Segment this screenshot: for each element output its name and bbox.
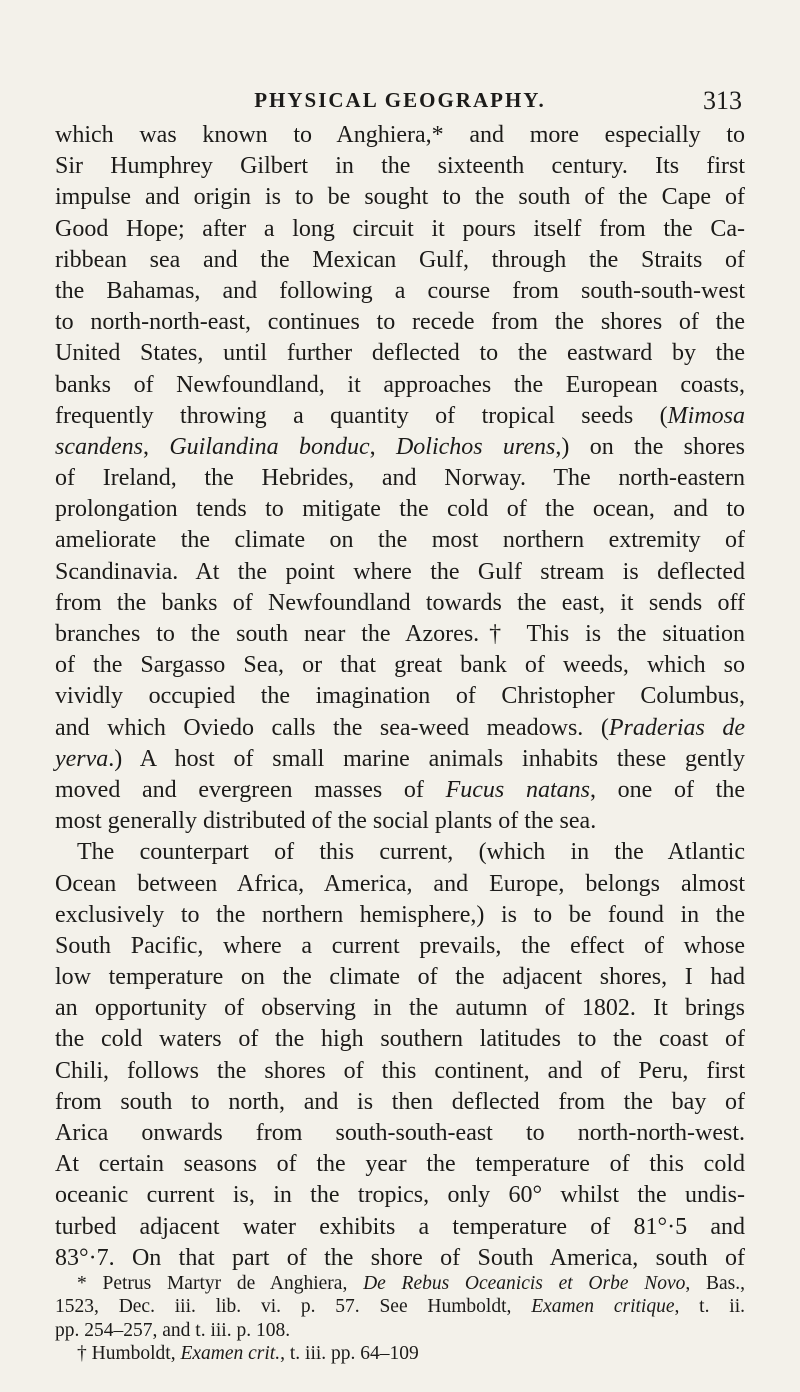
text-line: exclusively to the northern hemisphere,) is to be found in the xyxy=(55,901,745,928)
text-line: banks of Newfoundland, it approaches the European coasts, xyxy=(55,371,745,398)
text-line: to north-north-east, continues to recede from the shores of the xyxy=(55,309,745,336)
text-line: Chili, follows the shores of this continent, and of Peru, first xyxy=(55,1057,745,1084)
text-line: Scandinavia. At the point where the Gulf stream is deflected xyxy=(55,558,745,585)
text-line: the cold waters of the high southern latitudes to the coast of xyxy=(55,1026,745,1053)
text-line: 83°·7. On that part of the shore of South America, south of xyxy=(55,1244,745,1271)
page-number: 313 xyxy=(703,86,742,115)
text-line: vividly occupied the imagination of Christopher Columbus, xyxy=(55,683,745,710)
text-line: United States, until further deflected to the eastward by the xyxy=(55,340,745,367)
running-head xyxy=(0,88,800,118)
footnote-line: pp. 254–257, and t. iii. p. 108. xyxy=(55,1319,291,1341)
text-line: which was known to Anghiera,* and more especially to xyxy=(55,122,745,148)
text-line: branches to the south near the Azores.† This is the situation xyxy=(55,621,745,647)
text-line: of the Sargasso Sea, or that great bank of weeds, which so xyxy=(55,652,745,679)
text-line: Arica onwards from south-south-east to north-north-west. xyxy=(55,1120,745,1146)
text-line: Sir Humphrey Gilbert in the sixteenth century. Its first xyxy=(55,153,745,180)
text-line: impulse and origin is to be sought to the south of the Cape of xyxy=(55,184,745,211)
text-line: from south to north, and is then deflected from the bay of xyxy=(55,1088,745,1115)
text-line: At certain seasons of the year the temperature of this cold xyxy=(55,1151,745,1178)
text-line: of Ireland, the Hebrides, and Norway. The north-eastern xyxy=(55,465,745,492)
text-line: Ocean between Africa, America, and Europe, belongs almost xyxy=(55,870,745,897)
text-line: scandens, Guilandina bonduc, Dolichos urens,) on the shores xyxy=(55,433,745,460)
text-line: South Pacific, where a current prevails, the effect of whose xyxy=(55,932,745,959)
text-line: from the banks of Newfoundland towards the east, it sends off xyxy=(55,589,745,616)
text-line: ameliorate the climate on the most northern extremity of xyxy=(55,527,745,554)
text-line: yerva.) A host of small marine animals inhabits these gently xyxy=(55,745,745,772)
text-line: The counterpart of this current, (which in the Atlantic xyxy=(77,839,745,866)
text-line: most generally distributed of the social plants of the sea. xyxy=(55,808,597,835)
text-line: ribbean sea and the Mexican Gulf, through the Straits of xyxy=(55,246,745,273)
text-line: turbed adjacent water exhibits a temperature of 81°·5 and xyxy=(55,1213,745,1240)
footnote-line: † Humboldt, Examen crit., t. iii. pp. 64–109 xyxy=(77,1343,419,1365)
footnotes xyxy=(55,1272,745,1366)
text-line: and which Oviedo calls the sea-weed meadows. (Praderias de xyxy=(55,714,746,741)
text-line: oceanic current is, in the tropics, only 60° whilst the undis- xyxy=(55,1182,745,1209)
text-line: prolongation tends to mitigate the cold of the ocean, and to xyxy=(55,496,745,523)
text-line: an opportunity of observing in the autumn of 1802. It brings xyxy=(55,995,745,1022)
text-line: the Bahamas, and following a course from south-south-west xyxy=(55,277,745,304)
running-head-title: PHYSICAL GEOGRAPHY. xyxy=(254,88,546,112)
text-line: frequently throwing a quantity of tropical seeds (Mimosa xyxy=(55,402,745,429)
footnote-line: 1523, Dec. iii. lib. vi. p. 57. See Humboldt, Examen critique, t. ii. xyxy=(55,1296,745,1318)
text-line: Good Hope; after a long circuit it pours itself from the Ca- xyxy=(55,215,745,242)
footnote-line: * Petrus Martyr de Anghiera, De Rebus Oceanicis et Orbe Novo, Bas., xyxy=(77,1273,745,1294)
body-text xyxy=(55,120,745,1274)
text-line: moved and evergreen masses of Fucus natans, one of the xyxy=(55,776,745,803)
text-line: low temperature on the climate of the adjacent shores, I had xyxy=(55,964,745,991)
